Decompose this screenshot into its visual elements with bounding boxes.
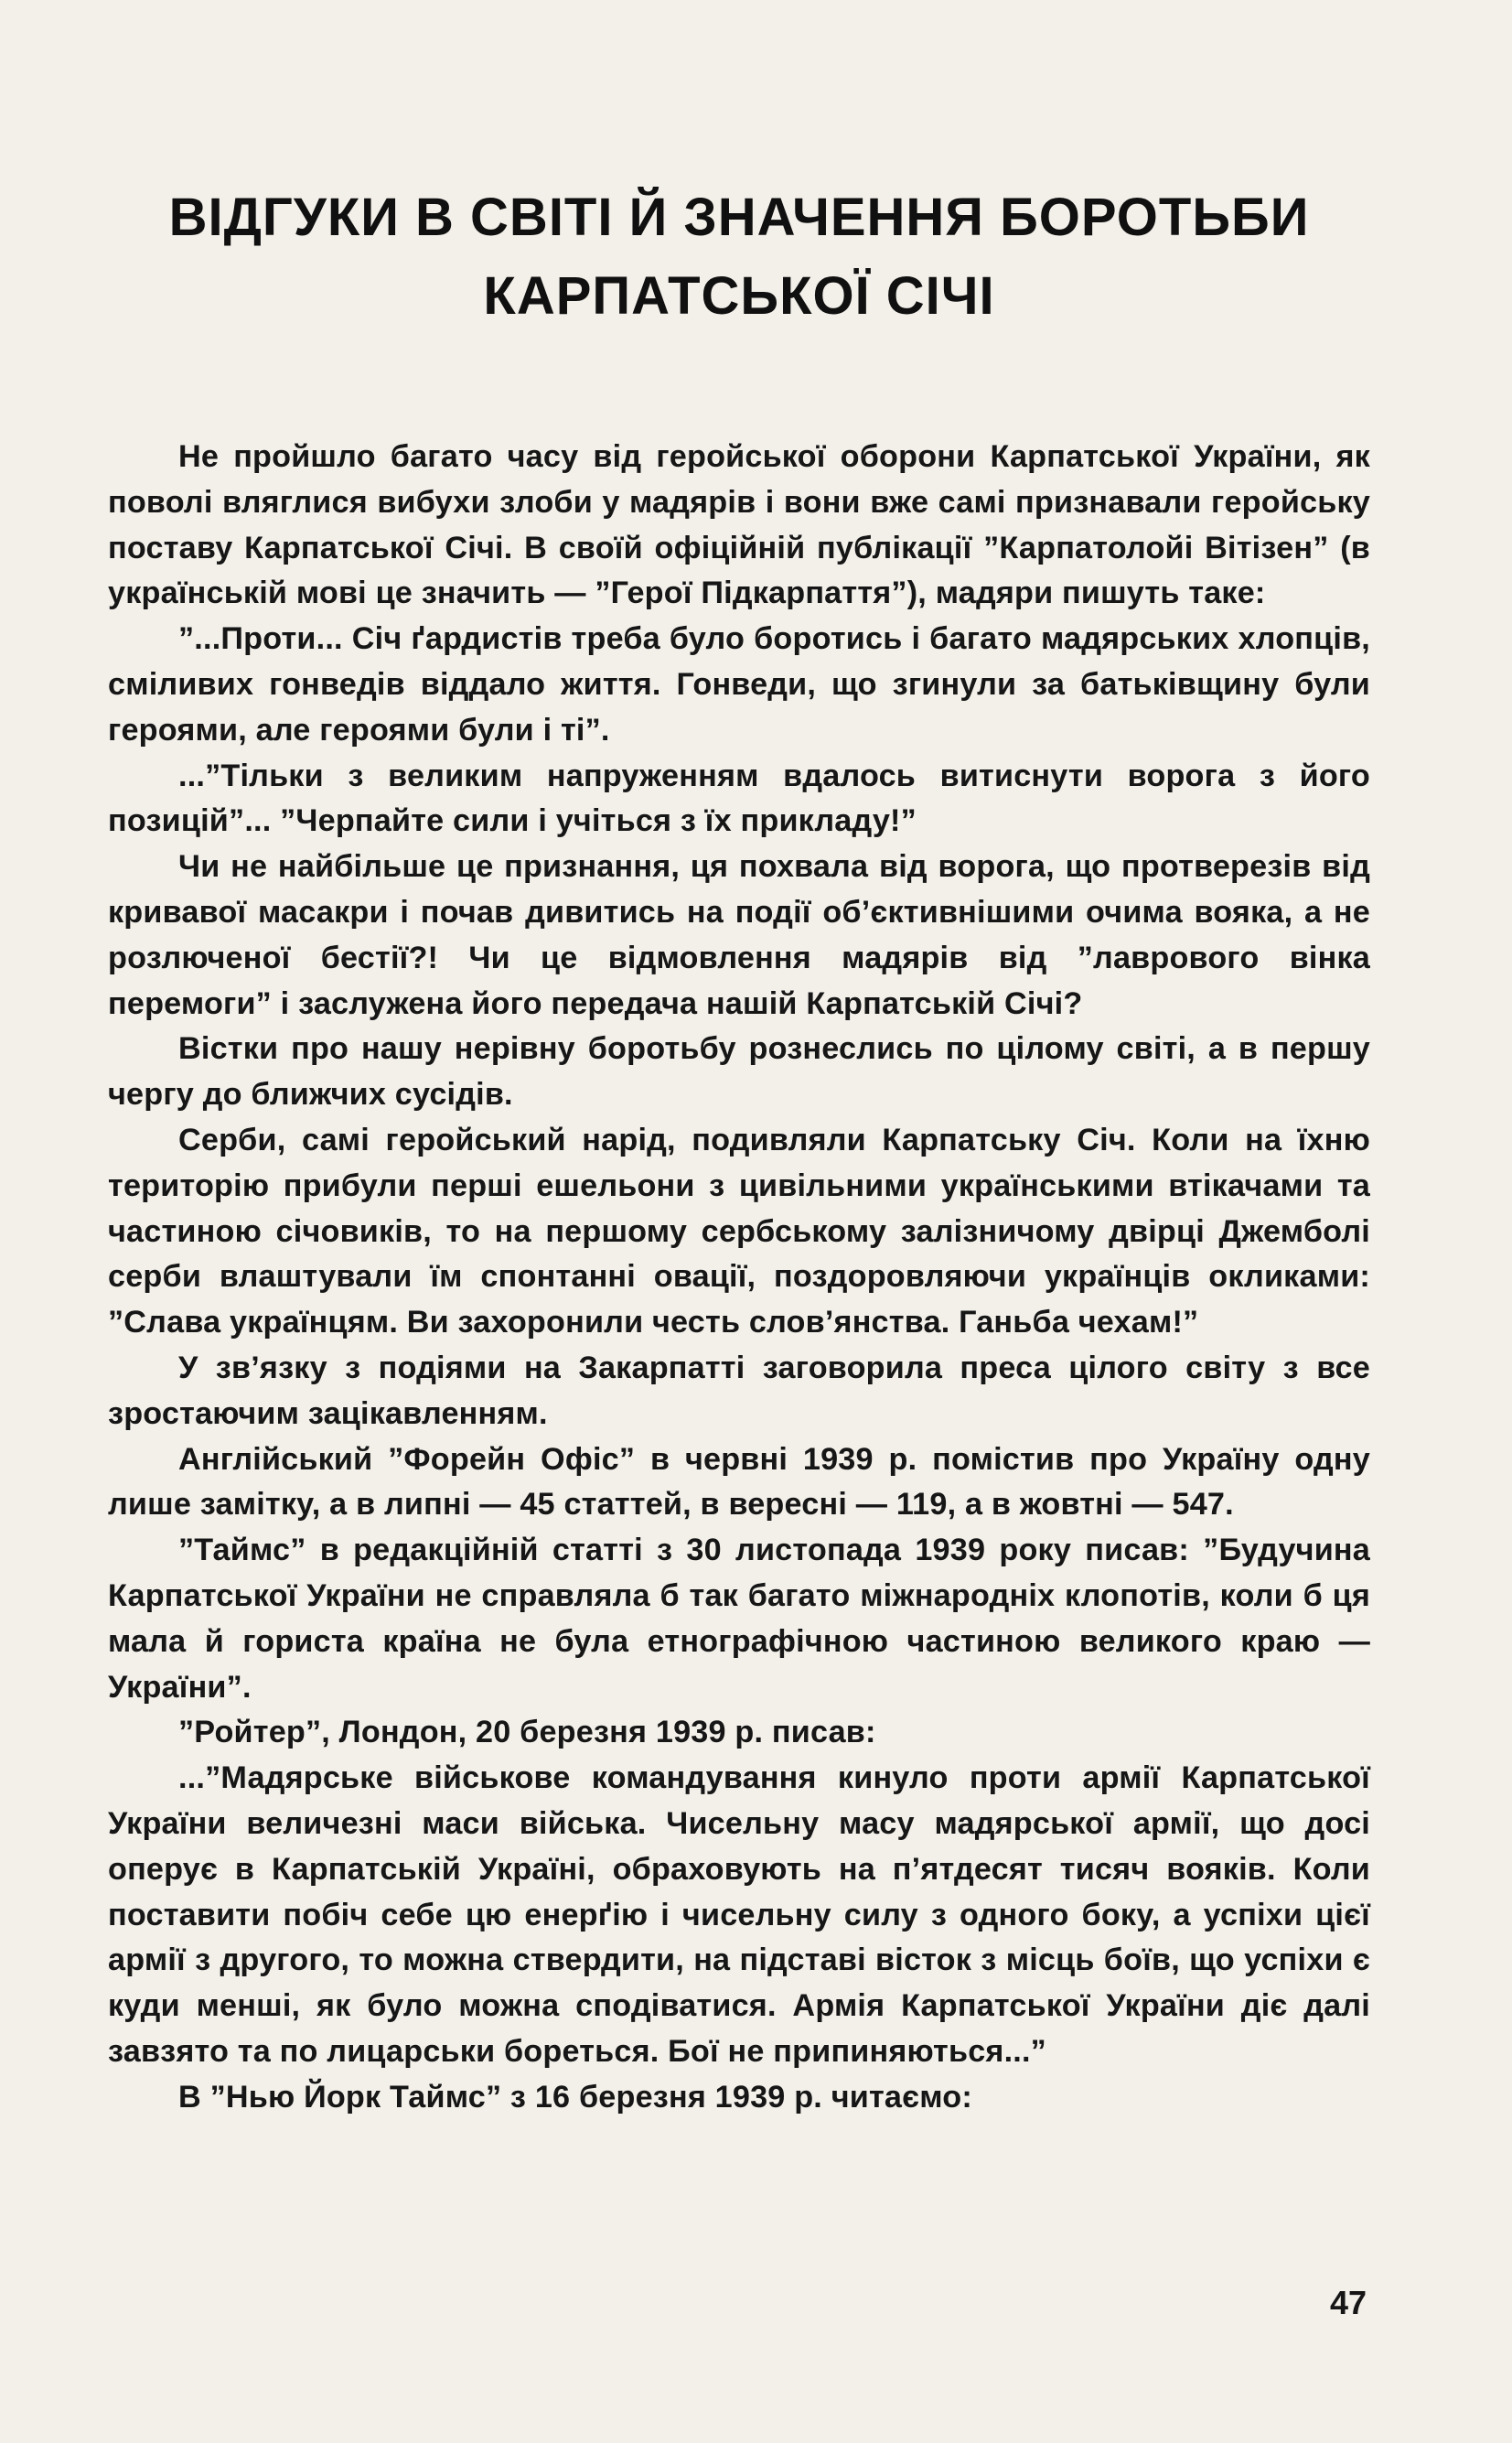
paragraph: Вістки про нашу нерівну боротьбу рознеслись по цілому світі, а в першу чергу до ближчих сусідів.	[108, 1031, 1370, 1113]
paragraph: Серби, самі геройський нарід, подивляли Карпатську Січ. Коли на їхню територію прибули перші ешельони з цивільними українськими втікачами та частиною січовиків, то на першому сербському залізничому двірці Джемболі серби влаштували їм спонтанні овації, поздоровляючи українців окликами: ”Слава українцям. Ви захоронили честь слов’янства. Ганьба чехам!”	[108, 1122, 1370, 1340]
paragraph: Не пройшло багато часу від геройської оборони Карпатської України, як поволі вляглися вибухи злоби у мадярів і вони вже самі признавали геройську поставу Карпатської Січі. В своїй офіційній публікації ”Карпатолойі Вітізен” (в українській мові це значить — ”Герої Підкарпаття”), мадяри пишуть таке:	[108, 439, 1370, 611]
chapter-title-line-1: ВІДГУКИ В СВІТІ Й ЗНАЧЕННЯ БОРОТЬБИ	[168, 188, 1310, 247]
paragraph: У зв’язку з подіями на Закарпатті заговорила преса цілого світу з все зростаючим зацікавленням.	[108, 1350, 1370, 1431]
chapter-title	[108, 178, 1370, 336]
paragraph: ...”Тільки з великим напруженням вдалось витиснути ворога з його позицій”... ”Черпайте сили і учіться з їх прикладу!”	[108, 758, 1370, 839]
paragraph: В ”Нью Йорк Таймс” з 16 березня 1939 р. читаємо:	[178, 2079, 972, 2115]
page-number: 47	[1329, 2284, 1367, 2321]
page-content	[108, 178, 1370, 2120]
paragraph: Чи не найбільше це признання, ця похвала від ворога, що протверезів від кривавої масакри і почав дивитись на події об’єктивнішими очима вояка, а не розлюченої бестії?! Чи це відмовлення мадярів від ”лаврового вінка перемоги” і заслужена його передача нашій Карпатській Січі?	[108, 849, 1370, 1021]
body-text	[108, 435, 1370, 2120]
paragraph: ...”Мадярське військове командування кинуло проти армії Карпатської України величезні маси війська. Чисельну масу мадярської армії, що досі оперує в Карпатській Україні, обраховують на п’ятдесят тисяч вояків. Коли поставити побіч себе цю енерґію і чисельну силу з одного боку, а успіхи цієї армії з другого, то можна ствердити, на підставі вісток з місць боїв, що успіхи є куди менші, як було можна сподіватися. Армія Карпатської України діє далі завзято та по лицарськи бореться. Бої не припиняються...”	[108, 1760, 1370, 2069]
paragraph: ”Таймс” в редакційній статті з 30 листопада 1939 року писав: ”Будучина Карпатської України не справляла б так багато міжнародніх клопотів, коли б ця мала й гориста країна не була етнографічною частиною великого краю — України”.	[108, 1533, 1370, 1705]
paragraph: ”...Проти... Січ ґардистів треба було боротись і багато мадярських хлопців, сміливих гонведів віддало життя. Гонведи, що згинули за батьківщину були героями, але героями були і ті”.	[108, 621, 1370, 748]
chapter-title-line-2: КАРПАТСЬКОЇ СІЧІ	[483, 266, 995, 326]
paragraph: Англійський ”Форейн Офіс” в червні 1939 р. помістив про Україну одну лише замітку, а в липні — 45 статтей, в вересні — 119, а в жовтні — 547.	[108, 1441, 1370, 1523]
paragraph: ”Ройтер”, Лондон, 20 березня 1939 р. писав:	[178, 1715, 876, 1750]
